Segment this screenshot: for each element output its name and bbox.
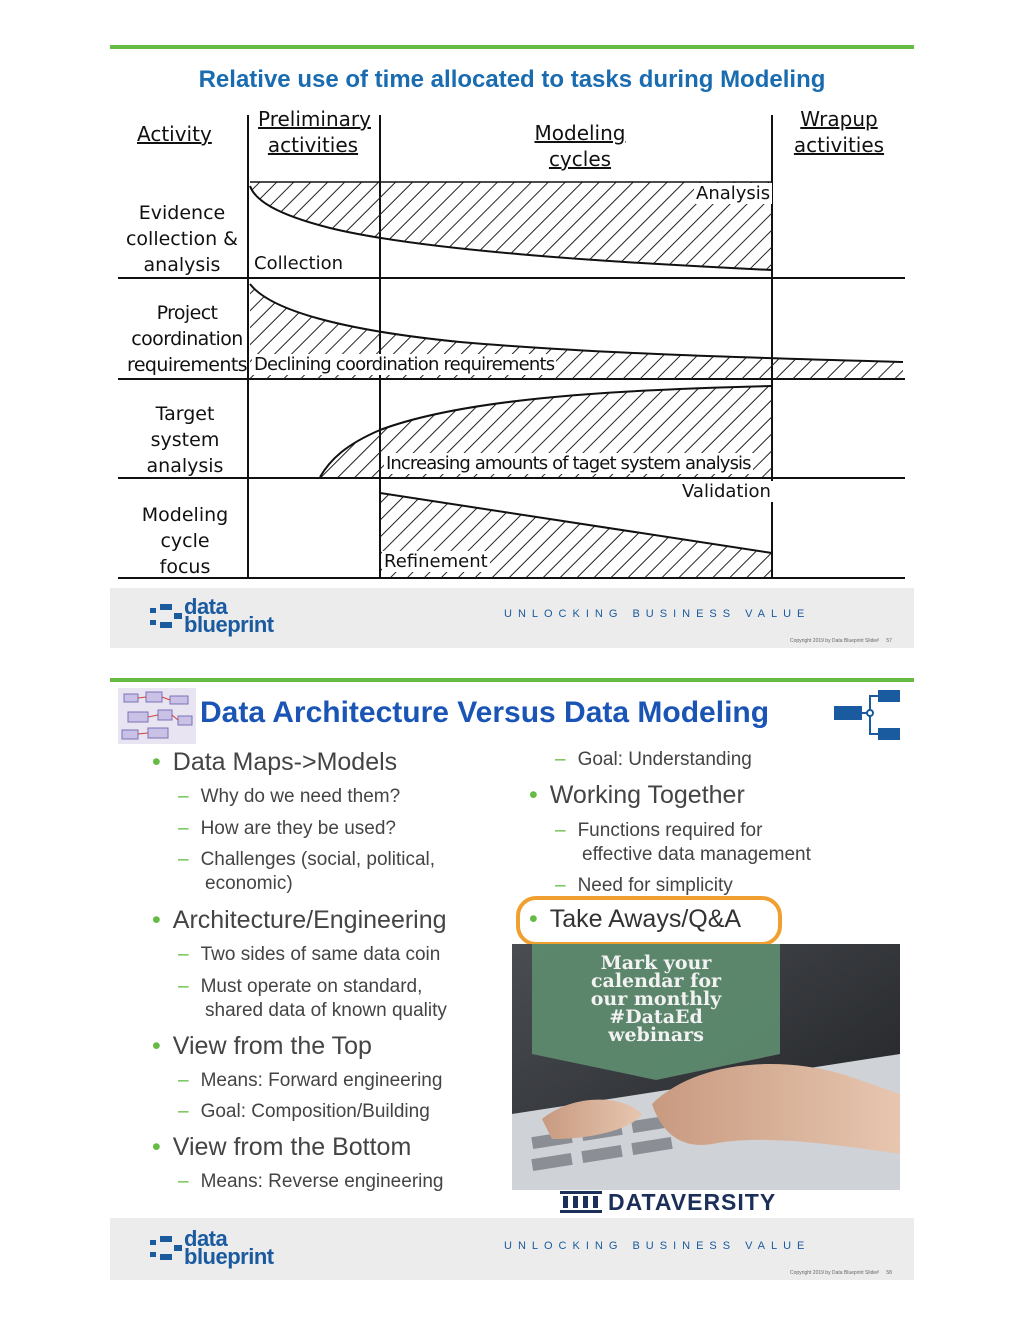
annotation-target-analysis: Increasing amounts of taget system analysis xyxy=(386,453,751,474)
slide1-footer xyxy=(110,588,914,648)
annotation-collection: Collection xyxy=(254,253,344,274)
slide2-title: Data Architecture Versus Data Modeling xyxy=(200,696,770,729)
annotation-coordination: Declining coordination requirements xyxy=(254,354,555,375)
bullet-view-bottom: • View from the Bottom xyxy=(152,1133,412,1161)
model-diagram-icon xyxy=(830,688,902,744)
bullet-view-top: • View from the Top xyxy=(152,1032,372,1060)
sub-bullet-continuation: economic) xyxy=(205,873,293,894)
header-activity: Activity xyxy=(137,122,212,146)
dataversity-logo: DATAVERSITY xyxy=(560,1189,860,1215)
bullet-dot-icon: • xyxy=(152,1032,161,1060)
slide2-footer xyxy=(110,1218,914,1280)
slide-number: 58 xyxy=(886,1270,892,1276)
sub-bullet: – Goal: Understanding xyxy=(555,749,752,770)
annotation-analysis: Analysis xyxy=(696,183,771,204)
sub-bullet: – Means: Reverse engineering xyxy=(178,1171,444,1192)
sub-bullet: – Functions required for xyxy=(555,820,763,841)
sub-bullet-continuation: effective data management xyxy=(582,844,811,865)
sub-bullet: – Why do we need them? xyxy=(178,786,401,807)
bullet-architecture: • Architecture/Engineering xyxy=(152,906,447,934)
header-modeling: Modeling cycles xyxy=(534,121,626,171)
slide1-title: Relative use of time allocated to tasks during Modeling xyxy=(198,66,826,93)
bullet-dot-icon: • xyxy=(152,748,161,776)
row-label-target: Target system analysis xyxy=(146,403,224,477)
annotation-refinement: Refinement xyxy=(384,551,488,572)
copyright: Copyright 2019 by Data Blueprint Slide# 57 xyxy=(790,638,892,644)
slide-number: 57 xyxy=(886,638,892,644)
header-wrapup: Wrapup activities xyxy=(793,107,885,157)
sub-bullet: – Must operate on standard, xyxy=(178,976,423,997)
copyright: Copyright 2019 by Data Blueprint Slide# 58 xyxy=(790,1270,892,1276)
promo-text: Mark your calendar for our monthly #DataEd webinars xyxy=(590,952,722,1046)
annotation-validation: Validation xyxy=(682,481,771,502)
row-label-evidence: Evidence collection & analysis xyxy=(125,202,238,276)
bullet-working-together: • Working Together xyxy=(529,781,745,809)
data-blueprint-logo: data blueprint xyxy=(150,1230,310,1270)
sub-bullet: – Two sides of same data coin xyxy=(178,944,441,965)
bullet-dot-icon: • xyxy=(152,1133,161,1161)
bullet-dot-icon: • xyxy=(529,781,538,809)
bullet-take-aways: • Take Aways/Q&A xyxy=(529,905,742,933)
dataed-webinar-promo[interactable] xyxy=(512,944,900,1190)
sub-bullet-continuation: shared data of known quality xyxy=(205,1000,447,1021)
bullet-dot-icon: • xyxy=(529,905,538,933)
row-label-modeling: Modeling cycle focus xyxy=(141,504,229,578)
sub-bullet: – Means: Forward engineering xyxy=(178,1070,443,1091)
logo-mark-icon xyxy=(150,1234,182,1264)
data-blueprint-logo: data blueprint xyxy=(150,598,310,638)
tagline: UNLOCKING BUSINESS VALUE xyxy=(504,1240,811,1252)
data-map-thumbnail-icon xyxy=(118,688,196,744)
sub-bullet: – Need for simplicity xyxy=(555,875,733,896)
logo-mark-icon xyxy=(150,602,182,632)
slide2-top-bar xyxy=(110,678,914,682)
tagline: UNLOCKING BUSINESS VALUE xyxy=(504,608,811,620)
header-preliminary: Preliminary activities xyxy=(258,107,371,157)
bullet-dot-icon: • xyxy=(152,906,161,934)
dataversity-columns-icon xyxy=(560,1191,602,1213)
sub-bullet: – How are they be used? xyxy=(178,818,396,839)
bullet-data-maps: • Data Maps->Models xyxy=(152,748,398,776)
sub-bullet: – Goal: Composition/Building xyxy=(178,1101,430,1122)
sub-bullet: – Challenges (social, political, xyxy=(178,849,436,870)
row-label-coordination: Project coordination requirements xyxy=(127,302,247,376)
